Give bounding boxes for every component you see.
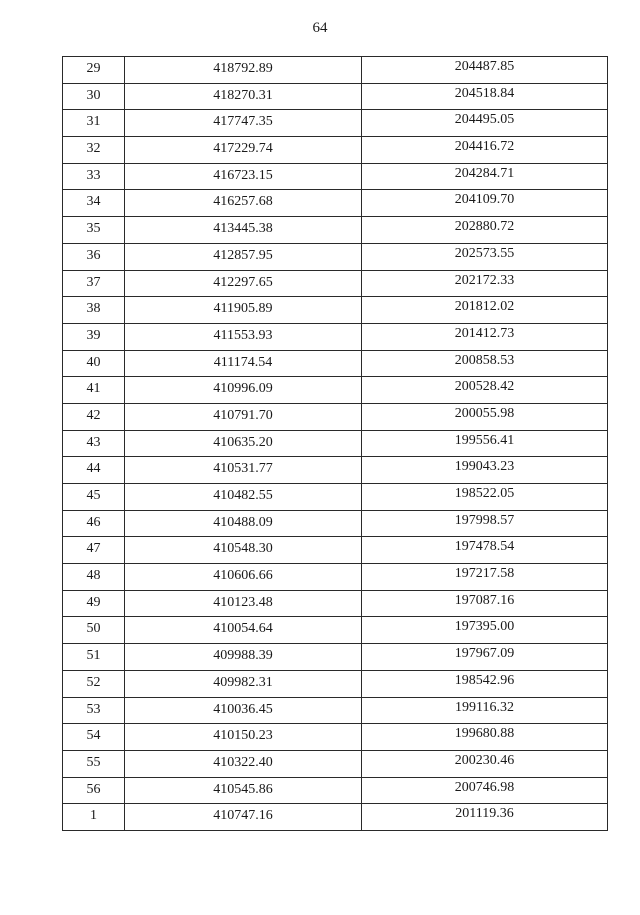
x-coordinate-cell bbox=[125, 323, 362, 350]
point-number-cell-text: 41 bbox=[86, 381, 101, 397]
y-coordinate-cell bbox=[362, 644, 608, 671]
point-number-cell-text: 38 bbox=[86, 301, 101, 317]
point-number-cell-text: 46 bbox=[86, 514, 101, 530]
y-coordinate-cell-text: 201412.73 bbox=[454, 325, 515, 341]
y-coordinate-cell bbox=[362, 83, 608, 110]
x-coordinate-cell-text: 411553.93 bbox=[213, 327, 273, 343]
table-row bbox=[63, 724, 608, 751]
x-coordinate-cell bbox=[125, 750, 362, 777]
y-coordinate-cell-text: 204109.70 bbox=[454, 192, 515, 208]
point-number-cell-text: 30 bbox=[86, 87, 101, 103]
table-row bbox=[63, 163, 608, 190]
point-number-cell bbox=[63, 270, 125, 297]
x-coordinate-cell bbox=[125, 510, 362, 537]
point-number-cell-text: 35 bbox=[86, 221, 101, 237]
table-row bbox=[63, 217, 608, 244]
x-coordinate-cell bbox=[125, 190, 362, 217]
y-coordinate-cell bbox=[362, 163, 608, 190]
point-number-cell-text: 47 bbox=[86, 541, 101, 557]
point-number-cell-text: 53 bbox=[86, 701, 101, 717]
point-number-cell bbox=[63, 510, 125, 537]
y-coordinate-cell-text: 201812.02 bbox=[454, 299, 515, 315]
point-number-cell bbox=[63, 590, 125, 617]
table-row bbox=[63, 270, 608, 297]
point-number-cell bbox=[63, 430, 125, 457]
x-coordinate-cell-text: 412857.95 bbox=[213, 247, 273, 263]
y-coordinate-cell bbox=[362, 323, 608, 350]
y-coordinate-cell bbox=[362, 804, 608, 831]
x-coordinate-cell bbox=[125, 430, 362, 457]
x-coordinate-cell bbox=[125, 457, 362, 484]
point-number-cell-text: 56 bbox=[86, 781, 101, 797]
table-row bbox=[63, 777, 608, 804]
table-row bbox=[63, 697, 608, 724]
y-coordinate-cell-text: 200055.98 bbox=[454, 405, 515, 421]
table-row bbox=[63, 670, 608, 697]
point-number-cell bbox=[63, 403, 125, 430]
y-coordinate-cell-text: 204518.84 bbox=[454, 85, 515, 101]
table-row bbox=[63, 457, 608, 484]
table-row bbox=[63, 750, 608, 777]
y-coordinate-cell bbox=[362, 217, 608, 244]
point-number-cell-text: 34 bbox=[86, 194, 101, 210]
table-row bbox=[63, 350, 608, 377]
x-coordinate-cell-text: 410150.23 bbox=[213, 728, 273, 744]
point-number-cell-text: 32 bbox=[86, 141, 101, 157]
point-number-cell bbox=[63, 243, 125, 270]
y-coordinate-cell bbox=[362, 484, 608, 511]
table-row bbox=[63, 510, 608, 537]
y-coordinate-cell bbox=[362, 617, 608, 644]
x-coordinate-cell bbox=[125, 57, 362, 84]
table-row bbox=[63, 110, 608, 137]
x-coordinate-cell-text: 409982.31 bbox=[213, 674, 273, 690]
x-coordinate-cell-text: 416257.68 bbox=[213, 194, 273, 210]
point-number-cell bbox=[63, 350, 125, 377]
x-coordinate-cell-text: 410545.86 bbox=[213, 781, 273, 797]
point-number-cell-text: 36 bbox=[86, 247, 101, 263]
x-coordinate-cell-text: 410747.16 bbox=[213, 808, 273, 824]
y-coordinate-cell bbox=[362, 590, 608, 617]
x-coordinate-cell bbox=[125, 270, 362, 297]
y-coordinate-cell bbox=[362, 243, 608, 270]
y-coordinate-cell-text: 202172.33 bbox=[454, 272, 515, 288]
x-coordinate-cell bbox=[125, 83, 362, 110]
table-row bbox=[63, 403, 608, 430]
point-number-cell bbox=[63, 297, 125, 324]
table-row bbox=[63, 644, 608, 671]
y-coordinate-cell-text: 200858.53 bbox=[454, 352, 515, 368]
point-number-cell bbox=[63, 377, 125, 404]
x-coordinate-cell-text: 416723.15 bbox=[213, 167, 273, 183]
point-number-cell bbox=[63, 484, 125, 511]
x-coordinate-cell-text: 411905.89 bbox=[213, 301, 273, 317]
point-number-cell bbox=[63, 724, 125, 751]
x-coordinate-cell bbox=[125, 243, 362, 270]
table-row bbox=[63, 323, 608, 350]
y-coordinate-cell bbox=[362, 403, 608, 430]
x-coordinate-cell-text: 417747.35 bbox=[213, 114, 273, 130]
point-number-cell bbox=[63, 110, 125, 137]
x-coordinate-cell bbox=[125, 617, 362, 644]
x-coordinate-cell bbox=[125, 403, 362, 430]
point-number-cell bbox=[63, 83, 125, 110]
x-coordinate-cell bbox=[125, 350, 362, 377]
table-row bbox=[63, 377, 608, 404]
point-number-cell bbox=[63, 644, 125, 671]
y-coordinate-cell-text: 197478.54 bbox=[454, 539, 515, 555]
x-coordinate-cell-text: 413445.38 bbox=[213, 221, 273, 237]
y-coordinate-cell-text: 198542.96 bbox=[454, 672, 515, 688]
coordinates-table bbox=[62, 56, 608, 831]
point-number-cell bbox=[63, 57, 125, 84]
table-row bbox=[63, 190, 608, 217]
table-row bbox=[63, 297, 608, 324]
x-coordinate-cell bbox=[125, 644, 362, 671]
point-number-cell-text: 55 bbox=[86, 754, 101, 770]
x-coordinate-cell-text: 410054.64 bbox=[213, 621, 273, 637]
y-coordinate-cell-text: 204416.72 bbox=[454, 139, 515, 155]
point-number-cell-text: 29 bbox=[86, 61, 101, 76]
x-coordinate-cell-text: 417229.74 bbox=[213, 141, 273, 157]
x-coordinate-cell bbox=[125, 217, 362, 244]
x-coordinate-cell-text: 410123.48 bbox=[213, 594, 273, 610]
x-coordinate-cell bbox=[125, 537, 362, 564]
point-number-cell bbox=[63, 163, 125, 190]
point-number-cell-text: 31 bbox=[86, 114, 101, 130]
y-coordinate-cell bbox=[362, 510, 608, 537]
x-coordinate-cell-text: 410635.20 bbox=[213, 434, 273, 450]
y-coordinate-cell-text: 200746.98 bbox=[454, 779, 515, 795]
y-coordinate-cell-text: 204495.05 bbox=[454, 112, 515, 128]
table-row bbox=[63, 83, 608, 110]
x-coordinate-cell bbox=[125, 163, 362, 190]
x-coordinate-cell bbox=[125, 564, 362, 591]
y-coordinate-cell bbox=[362, 430, 608, 457]
point-number-cell-text: 50 bbox=[86, 621, 101, 637]
point-number-cell bbox=[63, 697, 125, 724]
point-number-cell-text: 42 bbox=[86, 407, 101, 423]
y-coordinate-cell-text: 202573.55 bbox=[454, 245, 515, 261]
point-number-cell bbox=[63, 617, 125, 644]
y-coordinate-cell bbox=[362, 697, 608, 724]
point-number-cell bbox=[63, 670, 125, 697]
y-coordinate-cell bbox=[362, 724, 608, 751]
point-number-cell-text: 48 bbox=[86, 568, 101, 584]
y-coordinate-cell-text: 197087.16 bbox=[454, 592, 515, 608]
x-coordinate-cell-text: 410606.66 bbox=[213, 568, 273, 584]
y-coordinate-cell bbox=[362, 350, 608, 377]
point-number-cell-text: 33 bbox=[86, 167, 101, 183]
point-number-cell bbox=[63, 777, 125, 804]
x-coordinate-cell bbox=[125, 590, 362, 617]
coordinates-table-body bbox=[63, 57, 608, 831]
x-coordinate-cell-text: 418792.89 bbox=[213, 61, 273, 76]
table-row bbox=[63, 804, 608, 831]
x-coordinate-cell-text: 410488.09 bbox=[213, 514, 273, 530]
y-coordinate-cell bbox=[362, 190, 608, 217]
point-number-cell bbox=[63, 457, 125, 484]
point-number-cell bbox=[63, 323, 125, 350]
y-coordinate-cell-text: 197998.57 bbox=[454, 512, 515, 528]
y-coordinate-cell-text: 198522.05 bbox=[454, 486, 515, 501]
point-number-cell-text: 43 bbox=[86, 434, 101, 450]
x-coordinate-cell-text: 412297.65 bbox=[213, 274, 273, 290]
point-number-cell bbox=[63, 137, 125, 164]
y-coordinate-cell-text: 199680.88 bbox=[454, 726, 515, 742]
y-coordinate-cell-text: 199043.23 bbox=[454, 459, 515, 475]
y-coordinate-cell-text: 204487.85 bbox=[454, 59, 515, 74]
point-number-cell-text: 44 bbox=[86, 461, 101, 477]
point-number-cell-text: 45 bbox=[86, 488, 101, 503]
point-number-cell bbox=[63, 190, 125, 217]
point-number-cell-text: 40 bbox=[86, 354, 101, 370]
x-coordinate-cell bbox=[125, 804, 362, 831]
x-coordinate-cell-text: 409988.39 bbox=[213, 648, 273, 664]
y-coordinate-cell bbox=[362, 777, 608, 804]
y-coordinate-cell bbox=[362, 377, 608, 404]
y-coordinate-cell bbox=[362, 537, 608, 564]
y-coordinate-cell bbox=[362, 110, 608, 137]
x-coordinate-cell-text: 410322.40 bbox=[213, 754, 273, 770]
point-number-cell-text: 39 bbox=[86, 327, 101, 343]
y-coordinate-cell-text: 199556.41 bbox=[454, 432, 515, 448]
table-row bbox=[63, 137, 608, 164]
y-coordinate-cell bbox=[362, 670, 608, 697]
x-coordinate-cell bbox=[125, 137, 362, 164]
point-number-cell-text: 49 bbox=[86, 594, 101, 610]
point-number-cell-text: 52 bbox=[86, 674, 101, 690]
point-number-cell-text: 54 bbox=[86, 728, 101, 744]
y-coordinate-cell-text: 200230.46 bbox=[454, 752, 515, 768]
y-coordinate-cell-text: 199116.32 bbox=[455, 699, 514, 715]
x-coordinate-cell bbox=[125, 377, 362, 404]
table-row bbox=[63, 243, 608, 270]
point-number-cell-text: 51 bbox=[86, 648, 101, 664]
y-coordinate-cell bbox=[362, 137, 608, 164]
point-number-cell bbox=[63, 750, 125, 777]
y-coordinate-cell-text: 197217.58 bbox=[454, 566, 515, 582]
table-row bbox=[63, 590, 608, 617]
y-coordinate-cell-text: 200528.42 bbox=[454, 379, 515, 395]
point-number-cell bbox=[63, 564, 125, 591]
y-coordinate-cell-text: 197967.09 bbox=[454, 646, 515, 662]
point-number-cell bbox=[63, 537, 125, 564]
table-row bbox=[63, 617, 608, 644]
table-row bbox=[63, 537, 608, 564]
point-number-cell bbox=[63, 217, 125, 244]
y-coordinate-cell bbox=[362, 457, 608, 484]
x-coordinate-cell-text: 410482.55 bbox=[213, 488, 273, 503]
x-coordinate-cell-text: 410791.70 bbox=[213, 407, 273, 423]
point-number-cell-text: 37 bbox=[86, 274, 101, 290]
x-coordinate-cell bbox=[125, 110, 362, 137]
y-coordinate-cell-text: 201119.36 bbox=[455, 806, 514, 822]
y-coordinate-cell bbox=[362, 564, 608, 591]
table-row bbox=[63, 484, 608, 511]
y-coordinate-cell-text: 204284.71 bbox=[454, 165, 515, 181]
y-coordinate-cell bbox=[362, 270, 608, 297]
y-coordinate-cell-text: 197395.00 bbox=[454, 619, 515, 635]
x-coordinate-cell bbox=[125, 777, 362, 804]
y-coordinate-cell bbox=[362, 750, 608, 777]
x-coordinate-cell bbox=[125, 484, 362, 511]
x-coordinate-cell-text: 410036.45 bbox=[213, 701, 273, 717]
x-coordinate-cell-text: 410531.77 bbox=[213, 461, 273, 477]
point-number-cell-text: 1 bbox=[90, 808, 97, 824]
x-coordinate-cell bbox=[125, 297, 362, 324]
x-coordinate-cell-text: 410548.30 bbox=[213, 541, 273, 557]
table-row bbox=[63, 564, 608, 591]
point-number-cell bbox=[63, 804, 125, 831]
x-coordinate-cell-text: 410996.09 bbox=[213, 381, 273, 397]
table-row bbox=[63, 430, 608, 457]
x-coordinate-cell-text: 418270.31 bbox=[213, 87, 273, 103]
x-coordinate-cell bbox=[125, 670, 362, 697]
table-row bbox=[63, 57, 608, 84]
x-coordinate-cell-text: 411174.54 bbox=[213, 354, 273, 370]
y-coordinate-cell-text: 202880.72 bbox=[454, 219, 515, 235]
page-number: 64 bbox=[312, 20, 328, 36]
y-coordinate-cell bbox=[362, 297, 608, 324]
x-coordinate-cell bbox=[125, 697, 362, 724]
x-coordinate-cell bbox=[125, 724, 362, 751]
y-coordinate-cell bbox=[362, 57, 608, 84]
